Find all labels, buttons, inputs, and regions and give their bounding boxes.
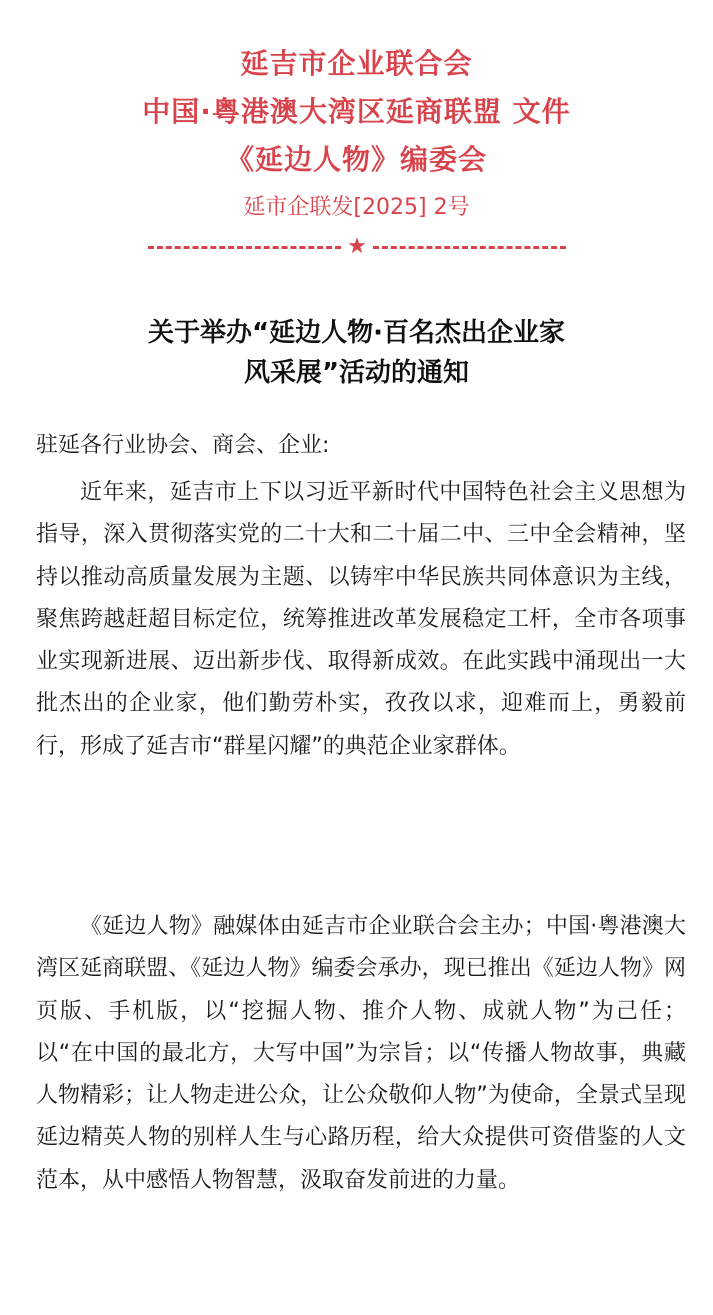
issuer-line-1: 延吉市企业联合会 [240,47,473,80]
issuer-line-3: 《延边人物》编委会 [225,143,487,176]
divider-right-bar [373,246,566,249]
notice-title-line-2: 风采展”活动的通知 [243,358,470,388]
issuer-line-2: 中国·粤港澳大湾区延商联盟 文件 [142,95,571,128]
body-paragraph-1: 近年来，延吉市上下以习近平新时代中国特色社会主义思想为指导，深入贯彻落实党的二十大和二十届二中、三中全会精神，坚持以推动高质量发展为主题、以铸牢中华民族共同体意识为主线，聚焦跨越赶超目标定位，统筹推进改革发展稳定工杆，全市各项事业实现新进展、迈出新步伐、取得新成效。在此实践中涌现出一大批杰出的企业家，他们勤劳朴实，孜孜以求，迎难而上，勇毅前行，形成了延吉市“群星闪耀”的典范企业家群体。 [36,480,686,759]
divider-left-bar [148,246,341,249]
salutation: 驻延各行业协会、商会、企业: [36,433,330,458]
header-divider [148,232,566,262]
document-number: 延市企联发[2025] 2号 [243,195,470,220]
star-icon: ★ [347,234,367,259]
notice-title-line-1: 关于举办“延边人物·百名杰出企业家 [148,318,565,348]
body-paragraph-2: 《延边人物》融媒体由延吉市企业联合会主办；中国·粤港澳大湾区延商联盟、《延边人物》编委会承办，现已推出《延边人物》网页版、手机版，以“挖掘人物、推介人物、成就人物”为己任；以“在中国的最北方，大写中国”为宗旨；以“传播人物故事，典藏人物精彩；让人物走进公众，让公众敬仰人物”为使命，全景式呈现延边精英人物的别样人生与心路历程，给大众提供可资借鉴的人文范本，从中感悟人物智慧，汲取奋发前进的力量。 [36,914,687,1193]
